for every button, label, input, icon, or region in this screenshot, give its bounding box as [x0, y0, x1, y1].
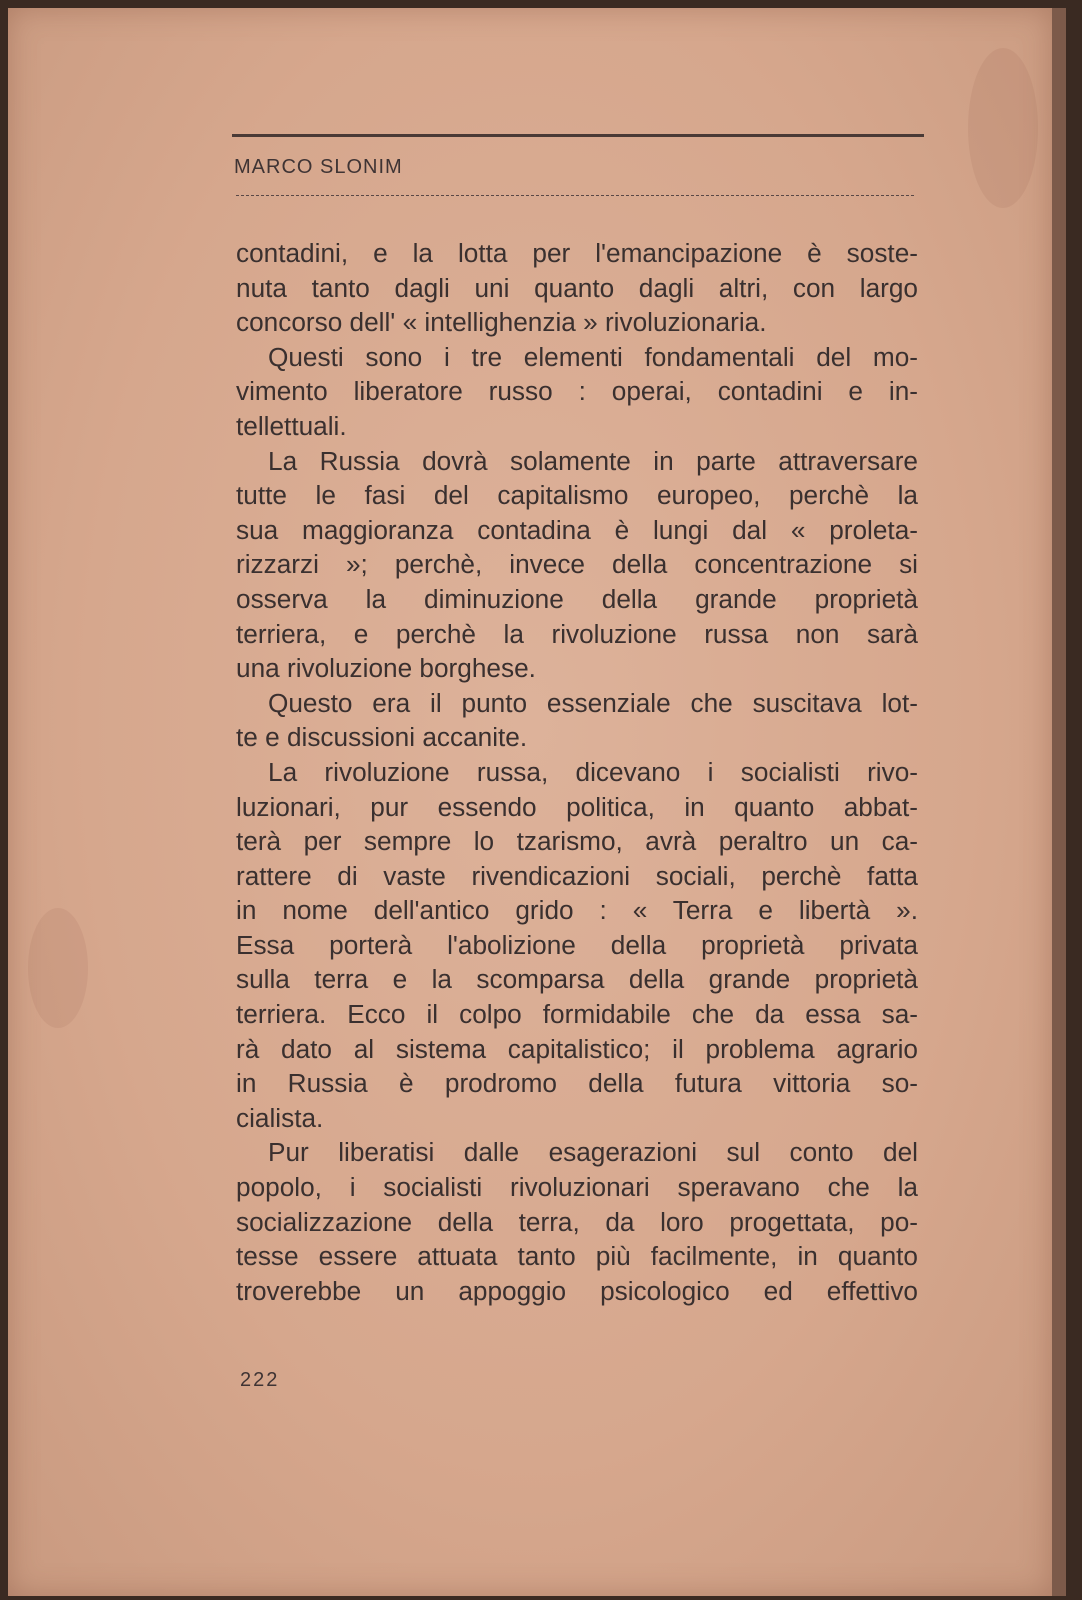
text-line: rà dato al sistema capitalistico; il problema agrario	[236, 1033, 918, 1064]
page-stain	[968, 48, 1038, 208]
text-line: cialista.	[236, 1102, 324, 1133]
text-line: Questo era il punto essenziale che suscitava lot-	[268, 687, 918, 718]
paragraph	[236, 755, 918, 1136]
text-line: te e discussioni accanite.	[236, 722, 528, 753]
header-rule-bottom	[236, 195, 914, 196]
text-line: Pur liberatisi dalle esagerazioni sul conto del	[268, 1137, 918, 1168]
text-line: rizzarzi »; perchè, invece della concentrazione si	[236, 549, 918, 580]
text-line: socializzazione della terra, da loro progettata, po-	[236, 1206, 918, 1237]
text-line: Questi sono i tre elementi fondamentali del mo-	[268, 341, 918, 372]
paragraph	[236, 444, 918, 686]
running-head: MARCO SLONIM	[234, 156, 403, 178]
text-line: popolo, i socialisti rivoluzionari speravano che la	[236, 1172, 918, 1203]
paragraph	[236, 686, 918, 755]
paragraph	[236, 340, 918, 444]
text-line: Essa porterà l'abolizione della proprietà privata	[236, 929, 918, 960]
text-line: concorso dell' « intellighenzia » rivoluzionaria.	[236, 307, 767, 338]
text-line: luzionari, pur essendo politica, in quanto abbat-	[236, 791, 918, 822]
text-line: vimento liberatore russo : operai, contadini e in-	[236, 376, 918, 407]
text-line: sua maggioranza contadina è lungi dal « proleta-	[236, 514, 918, 545]
text-line: tesse essere attuata tanto più facilmente, in quanto	[236, 1241, 918, 1272]
text-line: sulla terra e la scomparsa della grande proprietà	[236, 964, 918, 995]
text-line: tellettuali.	[236, 410, 347, 441]
page-stain	[28, 908, 88, 1028]
text-line: terriera. Ecco il colpo formidabile che da essa sa-	[236, 999, 918, 1030]
text-line: contadini, e la lotta per l'emancipazione è soste-	[236, 238, 918, 268]
text-line: terà per sempre lo tzarismo, avrà peraltro un ca-	[236, 826, 918, 857]
text-line: in nome dell'antico grido : « Terra e libertà ».	[236, 895, 918, 926]
text-line: tutte le fasi del capitalismo europeo, perchè la	[236, 480, 918, 511]
text-line: troverebbe un appoggio psicologico ed effettivo	[236, 1275, 918, 1306]
text-line: rattere di vaste rivendicazioni sociali, perchè fatta	[236, 860, 918, 891]
page-number: 222	[240, 1369, 280, 1391]
text-line: La Russia dovrà solamente in parte attraversare	[268, 445, 918, 476]
header-rule-top	[232, 134, 924, 137]
paragraph	[236, 236, 918, 340]
paragraph	[236, 1135, 918, 1308]
text-line: terriera, e perchè la rivoluzione russa non sarà	[236, 618, 918, 649]
body-text	[236, 236, 918, 1308]
text-line: La rivoluzione russa, dicevano i socialisti rivo-	[268, 756, 918, 787]
text-line: nuta tanto dagli uni quanto dagli altri, con largo	[236, 272, 918, 303]
text-line: una rivoluzione borghese.	[236, 653, 536, 684]
text-line: in Russia è prodromo della futura vittoria so-	[236, 1068, 918, 1099]
text-line: osserva la diminuzione della grande proprietà	[236, 583, 918, 614]
